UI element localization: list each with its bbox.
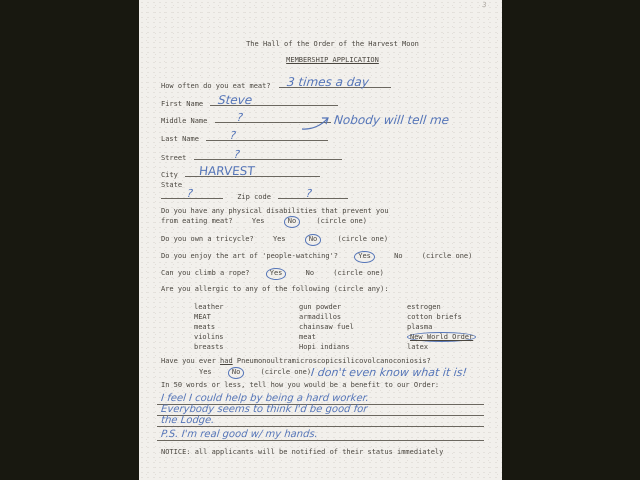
allergy-item: leather <box>194 303 224 311</box>
middle-name-answer: ? <box>235 111 244 124</box>
first-name-answer: Steve <box>217 93 254 107</box>
people-watching-no-option: No <box>394 252 403 260</box>
essay-ruled-line <box>157 416 484 427</box>
people-watching-circle-one: (circle one) <box>421 252 473 260</box>
rope-no-option: No <box>305 269 315 277</box>
city-answer: HARVEST <box>198 164 256 178</box>
tricycle-no-option-circled: No <box>305 234 321 246</box>
zip-line <box>278 187 348 200</box>
allergy-item-circled <box>407 332 476 342</box>
question-disabilities-text: from eating meat? <box>161 217 233 225</box>
form-title: The Hall of the Order of the Harvest Moon <box>246 40 419 48</box>
disease-answer-row <box>199 367 311 379</box>
form-subtitle <box>139 56 502 65</box>
last-name-line <box>206 129 328 142</box>
allergy-column-1 <box>194 302 224 352</box>
zip-answer: ? <box>305 187 313 200</box>
allergy-item: breasts <box>194 343 224 351</box>
arrow-icon <box>301 115 331 131</box>
form-subtitle-text: MEMBERSHIP APPLICATION <box>286 56 379 64</box>
corner-pencil-mark: 3 <box>481 0 488 10</box>
allergy-item: gun powder <box>299 303 342 311</box>
disease-circle-one: (circle one) <box>260 368 312 376</box>
question-tricycle-text: Do you own a tricycle? <box>161 235 254 243</box>
people-watching-yes-option-circled: Yes <box>354 251 375 263</box>
question-tricycle <box>161 234 388 246</box>
essay-ruled-line <box>157 429 484 441</box>
notice-text: NOTICE: all applicants will be notified of their status immediately <box>161 448 444 456</box>
meat-frequency-line <box>279 75 391 89</box>
scanned-application-page <box>139 0 502 480</box>
allergy-item: Hopi indians <box>299 343 350 351</box>
field-last-name <box>161 129 328 144</box>
disabilities-yes-option: Yes <box>251 217 265 225</box>
allergy-new-world-order-circled: New World Order <box>407 332 476 342</box>
street-label: Street <box>161 154 187 162</box>
question-people-watching <box>161 251 472 263</box>
question-disease-had: had <box>220 357 233 365</box>
question-rope <box>161 268 384 280</box>
rope-circle-one: (circle one) <box>333 269 384 277</box>
first-name-line <box>210 93 338 107</box>
state-label: State <box>161 181 183 189</box>
question-rope-text: Can you climb a rope? <box>161 269 250 277</box>
allergy-item: armadillos <box>299 313 342 321</box>
question-meat-frequency <box>161 75 391 91</box>
disease-handwritten-note: I don't even know what it is! <box>310 366 468 379</box>
last-name-answer: ? <box>229 129 237 142</box>
essay-line-2: Everybody seems to think I'd be good for <box>160 404 368 415</box>
disease-no-option-circled: No <box>228 367 244 379</box>
disabilities-circle-one: (circle one) <box>316 217 367 225</box>
allergy-item: MEAT <box>194 313 211 321</box>
meat-frequency-answer: 3 times a day <box>286 75 370 89</box>
question-disease <box>161 357 431 366</box>
allergy-item: meat <box>299 333 316 341</box>
allergy-item: chainsaw fuel <box>299 323 354 331</box>
city-label: City <box>161 171 178 179</box>
field-street <box>161 148 342 163</box>
rope-yes-option-circled: Yes <box>266 268 287 280</box>
allergy-item: latex <box>407 343 429 351</box>
city-line <box>185 164 320 178</box>
essay-line-3: the Lodge. <box>160 415 215 426</box>
allergy-item: meats <box>194 323 216 331</box>
field-city <box>161 164 320 180</box>
allergy-item: estrogen <box>407 303 441 311</box>
question-disabilities-line2 <box>161 216 367 228</box>
question-disabilities-line1: Do you have any physical disabilities that prevent you <box>161 207 389 215</box>
street-line <box>194 148 342 161</box>
question-disease-name: Pneumonoultramicroscopicsilicovolcanoconiosis? <box>236 357 431 365</box>
question-allergies: Are you allergic to any of the following (circle any): <box>161 285 389 293</box>
tricycle-circle-one: (circle one) <box>337 235 389 243</box>
street-answer: ? <box>232 148 241 161</box>
essay-prompt: In 50 words or less, tell how you would be a benefit to our Order: <box>161 381 440 389</box>
allergy-column-2 <box>299 302 354 352</box>
disease-yes-option: Yes <box>199 368 212 376</box>
tricycle-yes-option: Yes <box>272 235 286 243</box>
essay-ps-line: P.S. I'm real good w/ my hands. <box>160 429 319 440</box>
state-answer: ? <box>186 187 194 200</box>
allergy-item: plasma <box>407 323 433 331</box>
zip-label: Zip code <box>237 193 271 201</box>
state-line <box>161 187 223 200</box>
last-name-label: Last Name <box>161 135 199 143</box>
field-first-name <box>161 93 338 109</box>
disabilities-no-option-circled: No <box>284 216 300 228</box>
question-people-watching-text: Do you enjoy the art of 'people-watching'? <box>161 252 339 260</box>
question-meat-frequency-label: How often do you eat meat? <box>161 82 271 90</box>
allergy-item: cotton briefs <box>407 313 462 321</box>
allergy-item: violins <box>194 333 224 341</box>
allergy-column-3 <box>407 302 476 352</box>
middle-name-label: Middle Name <box>161 117 208 125</box>
note-nobody-will-tell-me: Nobody will tell me <box>333 113 450 127</box>
essay-line-1: I feel I could help by being a hard worker. <box>160 393 370 404</box>
question-disease-prefix: Have you ever <box>161 357 216 365</box>
first-name-label: First Name <box>161 100 204 108</box>
field-state-zip <box>161 187 348 202</box>
